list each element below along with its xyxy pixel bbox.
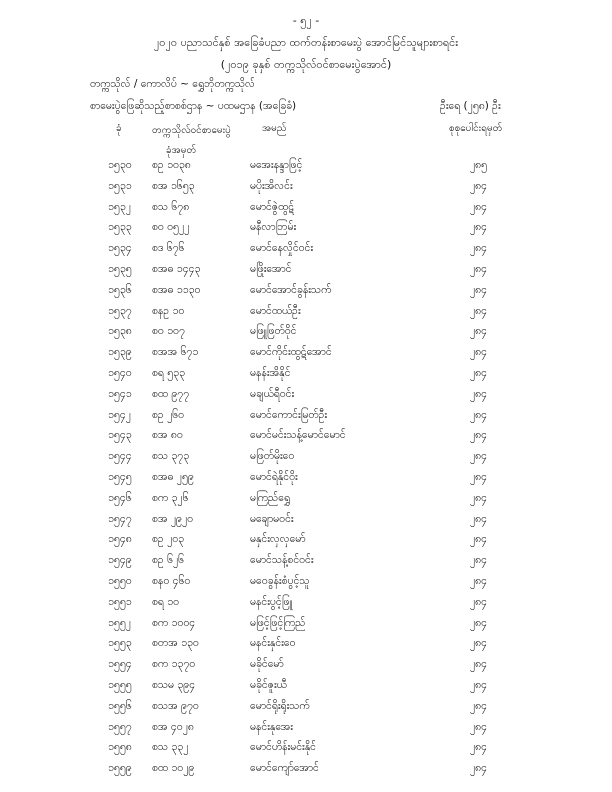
student-name: မောင်ဇွဲထွဋ်	[250, 200, 295, 213]
roll-number: စက ၁၀၀၄	[152, 616, 196, 629]
table-row	[0, 575, 612, 596]
row-number: ၁၅၃၂	[108, 200, 131, 213]
row-number: ၁၅၅၅	[108, 678, 132, 691]
table-row	[0, 263, 612, 284]
student-name: မနင်းနှင်းဝေ	[250, 637, 296, 650]
table-row	[0, 221, 612, 242]
header-roll-line2: ခုံအမှတ်	[166, 145, 197, 156]
roll-number: စသ ၃၇၃	[152, 450, 190, 463]
student-name: မကြည်ရွှေ	[250, 491, 291, 504]
student-name: မောင်နေလှိုင်ဝင်း	[250, 242, 314, 255]
header-name: အမည်	[262, 123, 287, 134]
table-row	[0, 762, 612, 783]
student-name: မောင်အောင်ခွန်းသက်	[250, 283, 332, 296]
table-row	[0, 679, 612, 700]
document-subtitle: (၂၀၁၉ ခုနှစ် တက္ကသိုလ်ဝင်စာမေးပွဲအောင်)	[220, 58, 392, 71]
table-row	[0, 367, 612, 388]
total-score: ၂၈၄	[470, 221, 488, 234]
table-row	[0, 180, 612, 201]
total-score: ၂၈၄	[470, 283, 488, 296]
student-name: မနန်းအိနိုင်	[250, 366, 291, 379]
row-number: ၁၅၅၇	[108, 720, 132, 733]
table-row	[0, 554, 612, 575]
table-row	[0, 741, 612, 762]
table-row	[0, 637, 612, 658]
table-row	[0, 533, 612, 554]
row-number: ၁၅၃၈	[108, 325, 132, 338]
table-row	[0, 284, 612, 305]
student-name: မနင်းနုအေး	[250, 720, 293, 733]
student-name: မောင်မင်းသန့်မောင်မောင်	[250, 429, 346, 442]
table-row	[0, 471, 612, 492]
roll-number: စဒ ၆၇၆	[152, 242, 185, 255]
table-row	[0, 409, 612, 430]
row-number: ၁၅၄၉	[108, 554, 132, 567]
row-number: ၁၅၄၇	[108, 512, 132, 525]
student-name: မဖြင့်ဖြင့်ကြည်	[250, 616, 306, 629]
total-score: ၂၈၄	[470, 554, 488, 567]
total-score: ၂၈၄	[470, 470, 488, 483]
total-score: ၂၈၄	[470, 491, 488, 504]
row-number: ၁၅၄၈	[108, 533, 132, 546]
total-score: ၂၈၄	[470, 699, 488, 712]
row-number: ၁၅၅၆	[108, 699, 132, 712]
roll-number: စဥ ၂၆၀	[152, 408, 185, 421]
student-name: မပိုးအိလင်း	[250, 179, 293, 192]
total-score: ၂၈၄	[470, 637, 488, 650]
row-number: ၁၅၃၆	[108, 283, 132, 296]
row-number: ၁၅၃၉	[108, 346, 132, 359]
row-number: ၁၅၄၅	[108, 470, 132, 483]
student-name: မနီလာဘြမ်း	[250, 221, 297, 234]
row-number: ၁၅၅၉	[108, 762, 132, 775]
total-score: ၂၈၄	[470, 533, 488, 546]
student-name: မနင်းပွင့်ဖြူ	[250, 595, 293, 608]
roll-number: စနဝ ၄၆၀	[152, 574, 191, 587]
row-number: ၁၅၄၀	[108, 366, 132, 379]
table-row	[0, 617, 612, 638]
student-name: မောင်သန့်စင်ဝင်း	[250, 554, 314, 567]
table-row	[0, 596, 612, 617]
student-name: မချယ်ရီဝင်း	[250, 387, 295, 400]
university-line: တက္ကသိုလ် / ကောလိပ် ~ ရွှေဘိုတက္ကသိုလ်	[90, 78, 255, 90]
total-score: ၂၈၄	[470, 179, 488, 192]
page-number: - ၅၂ -	[292, 14, 320, 27]
student-name: မောင်ရဲနိုင်ဝိုး	[250, 470, 298, 483]
total-score: ၂၈၄	[470, 574, 488, 587]
table-row	[0, 325, 612, 346]
student-name: မောင်ကောင်းမြတ်ဦး	[250, 408, 328, 421]
row-number: ၁၅၄၃	[108, 429, 132, 442]
roll-number: စသ ၃၃၂	[152, 741, 189, 754]
roll-number: စသမ ၃၉၄	[152, 678, 196, 691]
row-number: ၁၅၅၂	[108, 616, 131, 629]
row-number: ၁၅၄၂	[108, 408, 131, 421]
row-number: ၁၅၄၆	[108, 491, 132, 504]
total-score: ၂၈၄	[470, 200, 488, 213]
total-score: ၂၈၄	[470, 242, 488, 255]
roll-number: စအ ၁၆၅၃	[152, 179, 195, 192]
row-number: ၁၅၅၄	[108, 658, 132, 671]
roll-number: စအ ၄၀၂၈	[152, 720, 194, 733]
row-number: ၁၅၅၁	[108, 595, 132, 608]
roll-number: စအ ၂၉၂၀	[152, 512, 194, 525]
total-count: ဦးရေ (၂၅၈) ဦး	[440, 100, 501, 112]
row-number: ၁၅၃၄	[108, 242, 132, 255]
roll-number: စဝ ၀၅၂၂	[152, 221, 190, 234]
roll-number: စအဓ ၁၁၃၀	[152, 283, 201, 296]
table-row	[0, 201, 612, 222]
roll-number: စဥ ၁၀၃၈	[152, 159, 191, 171]
student-name: မဖြူဖြတ်ဝိုင်	[250, 325, 297, 338]
total-score: ၂၈၄	[470, 678, 488, 691]
total-score: ၂၈၄	[470, 616, 488, 629]
roll-number: စရ ၁၀	[152, 595, 180, 608]
roll-number: စအအ ၆၇၁	[152, 346, 199, 359]
row-number: ၁၅၃၀	[108, 159, 132, 171]
roll-number: စရ ၅၃၃	[152, 366, 185, 379]
roll-number: စသ ၆၇၈	[152, 200, 190, 213]
student-name: မဖြိုးအောင်	[250, 262, 292, 275]
table-row	[0, 429, 612, 450]
roll-number: စတအ ၁၃၀	[152, 637, 199, 650]
row-number: ၁၅၅၀	[108, 574, 132, 587]
row-number: ၁၅၅၃	[108, 637, 132, 650]
total-score: ၂၈၄	[470, 429, 488, 442]
student-name: မောင်ကိုင်းထွဋ်အောင်	[250, 346, 332, 359]
header-roll-number	[152, 121, 231, 161]
roll-number: စက ၃၂၆	[152, 491, 189, 504]
total-score: ၂၈၄	[470, 387, 488, 400]
table-row	[0, 658, 612, 679]
table-row	[0, 513, 612, 534]
total-score: ၂၈၄	[470, 512, 488, 525]
student-name: မခိုင်ဇူးယီ	[250, 678, 287, 691]
student-name: မောင်ကျော်အောင်	[250, 762, 319, 775]
total-score: ၂၈၄	[470, 304, 488, 317]
header-score: စုစုပေါင်းရမှတ်	[449, 123, 503, 134]
table-row	[0, 388, 612, 409]
row-number: ၁၅၃၇	[108, 304, 132, 317]
table-row	[0, 159, 612, 180]
row-number: ၁၅၄၁	[108, 387, 132, 400]
table-row	[0, 305, 612, 326]
total-score: ၂၈၅	[470, 159, 488, 171]
table-row	[0, 492, 612, 513]
total-score: ၂၈၄	[470, 262, 488, 275]
total-score: ၂၈၄	[470, 366, 488, 379]
total-score: ၂၈၄	[470, 325, 488, 338]
roll-number: စဥ ၂၀၃	[152, 533, 185, 546]
document-title: ၂၀၂၀ ပညာသင်နှစ် အခြေခံပညာ ထက်တန်းစာမေးပွဲ အောင်မြင်သူများစာရင်း	[153, 36, 459, 49]
student-name: မခိုင်မော်	[250, 658, 284, 671]
student-name: မဝေခွန်းစံပွင့်သူ	[250, 574, 310, 587]
student-name: မောင်ဟိန်းမင်းနိုင်	[250, 741, 316, 754]
header-no: ခုံ	[116, 123, 122, 134]
row-number: ၁၅၄၄	[108, 450, 132, 463]
roll-number: စသအ ၉၇၀	[152, 699, 199, 712]
table-row	[0, 721, 612, 742]
results-list	[0, 159, 612, 783]
total-score: ၂၈၄	[470, 658, 488, 671]
total-score: ၂၈၄	[470, 595, 488, 608]
table-row	[0, 242, 612, 263]
student-name: မအေးနန္ဒာဖြင့်	[250, 159, 303, 171]
roll-number: စက ၁၃၇၀	[152, 658, 196, 671]
student-name: မနှင်းလှလှမော်	[250, 533, 306, 546]
header-roll-line1: တက္ကသိုလ်ဝင်စာမေးပွဲ	[152, 125, 231, 136]
roll-number: စအဓ ၂၅၉	[152, 470, 194, 483]
student-name: မဖြတ်မိုးဝေ	[250, 450, 295, 463]
total-score: ၂၈၄	[470, 408, 488, 421]
roll-number: စနဥ ၁၀	[152, 304, 185, 317]
row-number: ၁၅၃၅	[108, 262, 132, 275]
roll-number: စဝ ၁၀၇	[152, 325, 185, 338]
table-row	[0, 346, 612, 367]
roll-number: စအဓ ၁၄၄၃	[152, 262, 201, 275]
roll-number: စထ ၉၇၇	[152, 387, 190, 400]
total-score: ၂၈၄	[470, 720, 488, 733]
table-row	[0, 700, 612, 721]
roll-number: စအ ၈၀	[152, 429, 183, 442]
exam-center-line: စာမေးပွဲဖြေဆိုသည့်စာစစ်ဌာန ~ ပထမဌာန (အခြေခံ)	[90, 100, 297, 112]
student-name: မောင်ရိုးရိုးသက်	[250, 699, 310, 712]
table-row	[0, 450, 612, 471]
roll-number: စထ ၁၀၂၉	[152, 762, 195, 775]
total-score: ၂၈၄	[470, 450, 488, 463]
roll-number: စဥ ၆၂၆	[152, 554, 185, 567]
total-score: ၂၈၄	[470, 346, 488, 359]
row-number: ၁၅၅၈	[108, 741, 132, 754]
row-number: ၁၅၃၁	[108, 179, 132, 192]
student-name: မောင်ထယ်ဦး	[250, 304, 301, 317]
row-number: ၁၅၃၃	[108, 221, 132, 234]
student-name: မချောမဝင်း	[250, 512, 294, 525]
total-score: ၂၈၄	[470, 741, 488, 754]
total-score: ၂၈၄	[470, 762, 488, 775]
